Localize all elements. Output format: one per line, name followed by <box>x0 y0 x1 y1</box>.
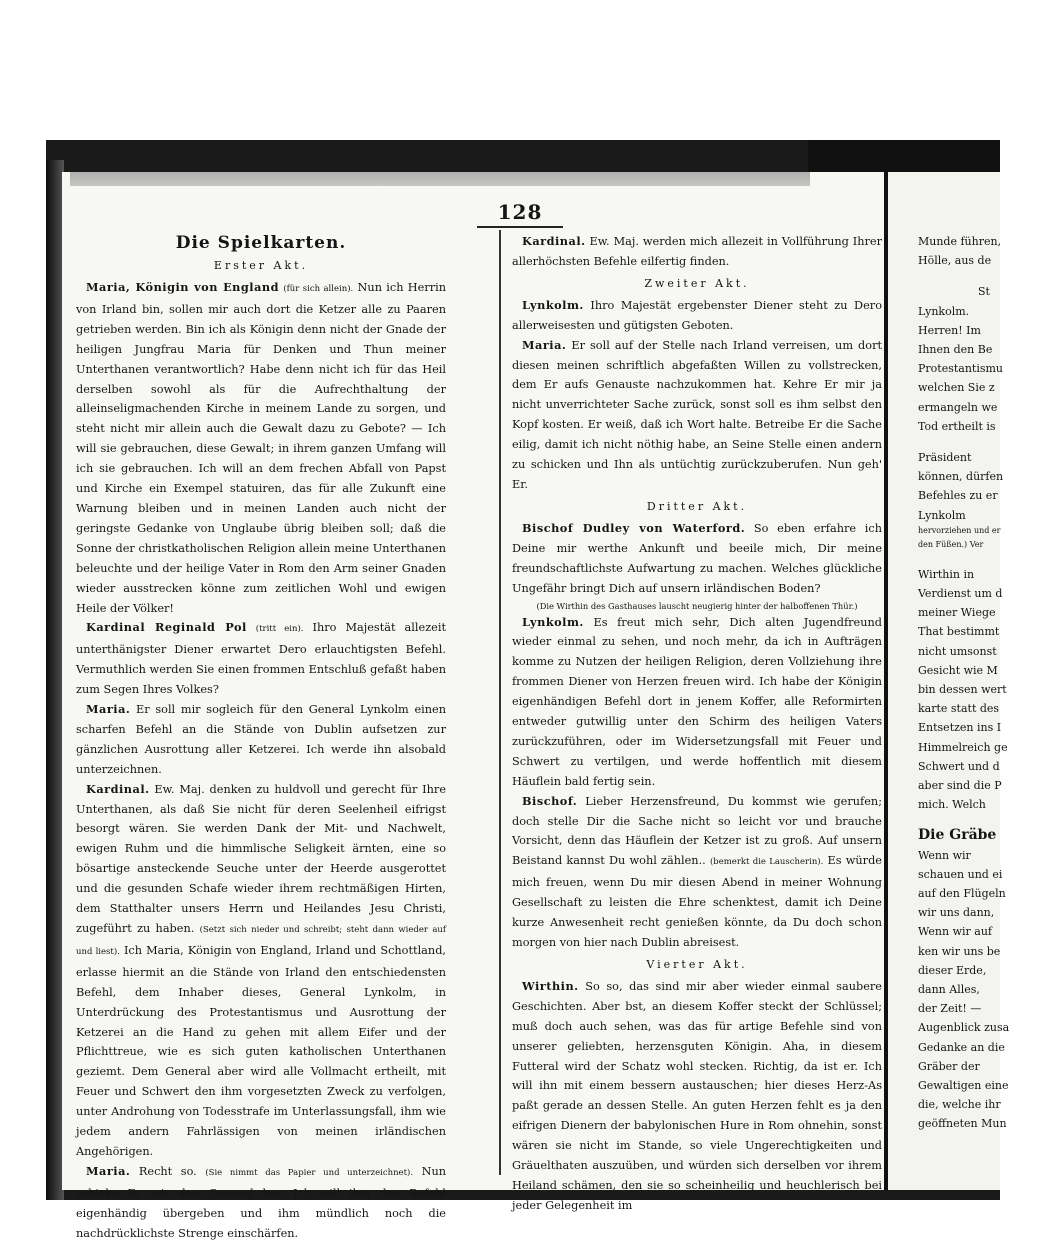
next-page-line: Wirthin in <box>918 567 975 581</box>
speaker: Kardinal. <box>86 781 150 796</box>
speaker: Kardinal. <box>522 234 586 248</box>
paragraph <box>512 792 882 953</box>
dialogue: Recht so. <box>138 1164 197 1178</box>
next-page-line: dann Alles, <box>918 983 980 996</box>
next-page-line: Ihnen den Be <box>918 343 993 356</box>
next-page-line: Lynkolm. <box>918 304 970 318</box>
act-heading: Erster Akt. <box>213 259 309 272</box>
dialogue: Ew. Maj. denken zu huldvoll und gerecht für Ihre Unterthanen, als daß Sie nicht für deren Seelenheil eifrigst besorgt wären. Sie werden Dank der Mit- und Nachwelt, ewigen Ruhm und die himmlische Seligkeit ärnten, eine so bösartige ansteckende Seuche unter der Heerde ausgerottet und die gesunden Schafe wieder ihrem rechtmäßigen Hirten, dem Statthalter unsers Herrn und Heilandes Jesu Christi, zugeführt zu haben. <box>76 782 446 935</box>
next-page-line: karte statt des <box>918 702 1000 716</box>
next-page-line: Wenn wir auf <box>918 925 992 939</box>
dialogue: Nun ich Herrin von Irland bin, sollen mir auch dort die Ketzer alle zu Paaren getrieben werden. Bin ich als Königin denn nicht der Gnade der heiligen Jungfrau Maria für Denken und Thun meiner Unterthanen verantwortlich? Habe denn nicht ich für das Heil derselben sowohl als für die Aufrechthaltung der alleinseligmachenden Kirche in meinem Lande zu sorgen, und steht nicht mir allein auch die Gewalt dazu zu Gebote? — Ich will sie gebrauchen, diese Gewalt; in ihrem ganzen Umfang will ich sie gebrauchen. Ich will an dem frechen Abfall von Papst und Kirche ein Exempel statuiren, das für alle Zukunft eine Warnung bleiben und in meinen Landen auch nicht der geringste Gedanke von Unglaube übrig bleiben soll; daß die Sonne der christkatholischen Religion allein meine Unterthanen beleuchte und der heilige Vater in Rom den Arm seiner Gnaden wieder ausstrecken könne zum zeitlichen Wohl und ewigen Heile der Völker! <box>76 281 447 615</box>
next-page-line: Himmelreich ge <box>918 740 1008 754</box>
next-page-line: Gräber der <box>918 1059 980 1073</box>
stage-direction: (Setzt sich nieder und schreibt; steht dann wieder auf und liest). <box>76 925 447 957</box>
stage-direction: (Sie nimmt das Papier und unterzeichnet). <box>205 1167 414 1178</box>
next-page-line: ermangeln we <box>918 400 998 414</box>
paragraph <box>76 1162 446 1244</box>
next-page-line: der Zeit! — <box>918 1002 982 1016</box>
next-page-line: können, dürfen <box>918 470 1004 484</box>
speaker: Maria. <box>86 702 131 717</box>
act-heading: Zweiter Akt. <box>644 276 750 290</box>
next-page-line: schauen und ei <box>918 867 1003 881</box>
paragraph <box>76 618 446 700</box>
speaker: Maria. <box>522 337 567 352</box>
page-number-rule <box>477 226 563 228</box>
page-number: 128 <box>497 200 543 224</box>
next-page-line: welchen Sie z <box>918 381 995 395</box>
next-page-line: St <box>978 285 990 299</box>
speaker: Wirthin. <box>522 978 579 993</box>
paragraph <box>512 296 882 336</box>
act-heading: Vierter Akt. <box>646 957 748 971</box>
next-page-line: den Füßen.) Ver <box>918 539 984 549</box>
stage-direction: (bemerkt die Lauscherin). <box>709 857 824 868</box>
next-page-line: Augenblick zusa <box>918 1021 1010 1035</box>
next-page-line: mich. Welch <box>918 798 986 812</box>
next-page-line: Die Gräbe <box>918 827 997 844</box>
next-page-line: Protestantismu <box>918 362 1004 376</box>
next-page-line: dieser Erde, <box>918 963 987 977</box>
next-page-line: hervorziehen und er <box>918 525 1001 535</box>
dialogue: Lieber Herzensfreund, Du kommst wie gerufen; doch stelle Dir die Sache nicht so leicht vor und brauche Vorsicht, denn das Häuflein der Ketzer ist zu groß. Auf unsern Beistand kannst Du wohl zählen.. <box>512 794 882 868</box>
book-page <box>62 172 884 1240</box>
next-page-line: Hölle, aus de <box>918 254 992 268</box>
left-column <box>76 232 446 1244</box>
next-page-line: That bestimmt <box>918 625 1000 639</box>
act-heading: Dritter Akt. <box>646 499 748 513</box>
dialogue: Ich Maria, Königin von England, Irland und Schottland, erlasse hiermit an die Stände von Irland den entschiedensten Befehl, dem Inhaber dieses, General Lynkolm, in Unterdrückung des Protestantismus und Ausrottung der Ketzerei an die Hand zu gehen mit allem Eifer und der Pflichttreue, wie es sich guten katholischen Unterthanen geziemt. Dem General aber wird alle Vollmacht ertheilt, mit Feuer und Schwert den ihm vorgesetzten Zweck zu verfolgen, unter Androhung von Todesstrafe im Unterlassungsfall, ihm wie jedem andern Fahrlässigen von meinen irländischen Angehörigen. <box>76 943 447 1158</box>
paragraph <box>512 977 882 1216</box>
next-page-line: auf den Flügeln <box>918 887 1006 900</box>
dialogue: Ihro Majestät allezeit unterthänigster Diener erwartet Dero erlauchtigsten Befehl. Vermuthlich werden Sie einen frommen Entschluß gefaßt haben zum Segen Ihres Volkes? <box>76 621 446 697</box>
speaker: Lynkolm. <box>522 614 584 629</box>
stage-direction: (Die Wirthin des Gasthauses lauscht neugierig hinter der halboffenen Thür.) <box>536 600 858 611</box>
stage-direction: (für sich allein). <box>283 284 354 294</box>
dialogue: Er soll mir sogleich für den General Lynkolm einen scharfen Befehl an die Stände von Dublin aufsetzen zur gänzlichen Ausrottung aller Ketzerei. Ich werde ihn alsobald unterzeichnen. <box>76 703 446 776</box>
next-page-line: bin dessen wert <box>918 683 1007 696</box>
next-page-line: Gedanke an die <box>918 1040 1005 1054</box>
next-page-line: Lynkolm <box>918 508 966 522</box>
next-page-line: Entsetzen ins I <box>918 721 1002 735</box>
paragraph <box>512 232 882 272</box>
speaker: Bischof. <box>522 793 578 808</box>
next-page-line: Munde führen, <box>918 235 1002 248</box>
next-page-line: aber sind die P <box>918 779 1002 792</box>
dialogue: Es freut mich sehr, Dich alten Jugendfreund wieder einmal zu sehen, und noch mehr, da ich in Aufträgen komme zu Nutzen der heiligen Religion, deren Vollziehung ihre frommen Diener von Herzen freuen wird. Ich habe der Königin eigenhändigen Befehl dort in jenem Koffer, alle Reformirten entweder gutwillig unter den Schirm des heiligen Vaters zurückzuführen, oder im Widersetzungsfall mit Feuer und Schwert zu vertilgen, und werde hoffentlich mit diesem Häuflein bald fertig sein. <box>512 615 883 788</box>
next-page-line: meiner Wiege <box>918 606 996 620</box>
page-top-shadow <box>70 172 810 186</box>
dialogue: So eben erfahre ich Deine mir werthe Ankunft und beeile mich, Dir meine freundschaftlichste Aufwartung zu machen. Welches glückliche Ungefähr bringt Dich auf unsern irländischen Boden? <box>512 521 883 595</box>
speaker: Maria, Königin von England <box>86 280 280 294</box>
scan-shadow-right <box>808 140 1000 172</box>
next-page-line: Tod ertheilt is <box>918 419 996 433</box>
next-page-line: Befehles zu er <box>918 489 998 503</box>
next-page-line: Wenn wir <box>918 848 971 862</box>
paragraph <box>512 613 882 792</box>
dialogue: Es würde mich freuen, wenn Du mir diesen Abend in meiner Wohnung Gesellschaft zu leisten die Ehre schenktest, damit ich Deine kurze Anwesenheit recht genießen könnte, da Du doch schon morgen von hier nach Dublin abreisest. <box>512 854 882 949</box>
paragraph <box>76 780 446 1162</box>
next-page-line: nicht umsonst <box>918 644 997 658</box>
paragraph <box>512 336 882 495</box>
speaker: Maria. <box>86 1163 131 1178</box>
next-page-line: geöffneten Mun <box>918 1117 1007 1131</box>
dialogue: So so, das sind mir aber wieder einmal saubere Geschichten. Aber bst, an diesem Koffer steckt der Schlüssel; muß doch auch sehen, was das für artige Befehle sind von unserer geliebten, herzensguten Königin. Aha, in diesem Futteral wird der Schatz wohl stecken. Richtig, da ist er. Ich will ihn mit einem bessern austauschen; hier dieses Herz-As paßt gerade an dessen Stelle. An guten Herzen fehlt es ja den eifrigen Dienern der babylonischen Hure in Rom ohnehin, sonst wären sie nicht im Stande, so viele Ungerechtigkeiten und Gräuelthaten auszuüben, und würden sich derselben vor ihrem Heiland schämen, den sie so scheinheilig und heuchlerisch bei jeder Gelegenheit im <box>512 979 882 1212</box>
speaker: Bischof Dudley von Waterford. <box>522 520 746 535</box>
next-page-line: ken wir uns be <box>918 944 1001 958</box>
next-page-line: Präsident <box>918 451 972 464</box>
speaker: Kardinal Reginald Pol <box>86 620 247 635</box>
next-page-line: Gewaltigen eine <box>918 1079 1009 1092</box>
next-page-line: wir uns dann, <box>918 906 995 920</box>
next-page-line: Schwert und d <box>918 759 1000 773</box>
next-page-line: Gesicht wie M <box>918 663 998 677</box>
next-page-line: Verdienst um d <box>918 587 1003 600</box>
dialogue: Nun schicke Er mir den General her. Ich will ihm den Befehl eigenhändig übergeben und ihm mündlich noch die nachdrücklichste Strenge einschärfen. <box>76 1164 447 1240</box>
dialogue: Er soll auf der Stelle nach Irland verreisen, um dort diesen meinen schriftlich abgefaßten Willen zu vollstrecken, dem Er aufs Genauste nachzukommen hat. Kehre Er mir ja nicht unverrichteter Sache zurück, sonst soll es ihm selbst den Kopf kosten. Er weiß, daß ich Wort halte. Betreibe Er die Sache eilig, damit ich nicht nöthig habe, an Seine Stelle einen andern zu schicken und Ihn als untüchtig zurückzuberufen. Nun geh' Er. <box>512 338 883 491</box>
column-divider <box>499 230 501 1175</box>
next-page-line: die, welche ihr <box>918 1098 1001 1112</box>
paragraph <box>512 519 882 599</box>
play-title: Die Spielkarten. <box>175 233 347 253</box>
speaker: Lynkolm. <box>522 297 584 312</box>
dialogue: Ihro Majestät ergebenster Diener steht zu Dero allerweisesten und gütigsten Geboten. <box>512 298 883 332</box>
stage-direction: (tritt ein). <box>255 624 304 635</box>
paragraph <box>76 700 446 780</box>
paragraph <box>76 278 446 618</box>
right-column <box>512 232 882 1216</box>
dialogue: Ew. Maj. werden mich allezeit in Vollführung Ihrer allerhöchsten Befehle eilfertig finden. <box>512 235 882 268</box>
next-page-line: Herren! Im <box>918 323 981 337</box>
